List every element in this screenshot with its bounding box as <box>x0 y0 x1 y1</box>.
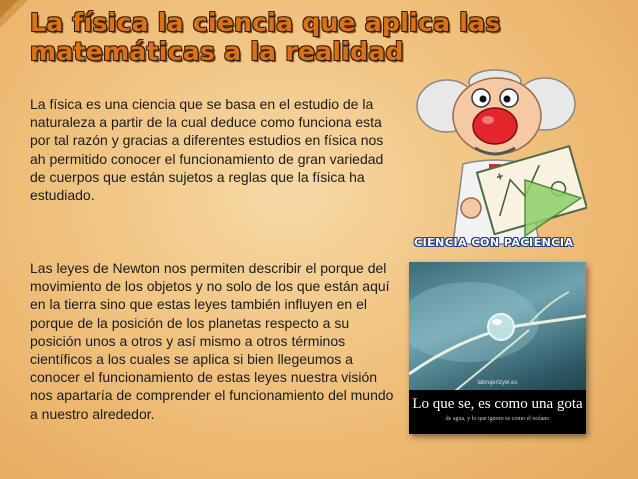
paragraph-newton: Las leyes de Newton nos permiten describir el porque del movimiento de los objetos y no solo de los que están aquí en la tierra sino que estas leyes también influyen en el porque de la posición de los planetas respecto a su posición unos a otros y así mismo a otros términos científicos a los cuales se aplica si bien llegeumos a conocer el funcionamiento de estas leyes nuestra visión nos apartaría de comprender el funcionamiento del mundo a nuestro alrededor. <box>30 260 394 422</box>
photo-quote: Lo que se, es como una gota <box>412 396 583 412</box>
paragraph-physics: La física es una ciencia que se basa en el estudio de la naturaleza a partir de la cual deduce como funciona esta por tal razón y gracias a diferentes estudios en física nos ah permitido conocer el funcionamiento de gran variedad de cuerpos que están sujetos a reglas que la física ha estudiado. <box>30 96 384 204</box>
photo-subline: de agua, y lo que ignoro es como el océano <box>445 416 550 422</box>
photo-site-label: labrujerizyel.es <box>477 380 518 386</box>
water-drop-photo <box>409 262 586 434</box>
slide-title: La física la ciencia que aplica las matemáticas a la realidad <box>30 8 501 66</box>
corner-decoration <box>0 0 30 30</box>
cartoon-caption: CIENCIA CON PACIENCIA <box>414 236 574 249</box>
scientist-cartoon <box>405 68 587 248</box>
